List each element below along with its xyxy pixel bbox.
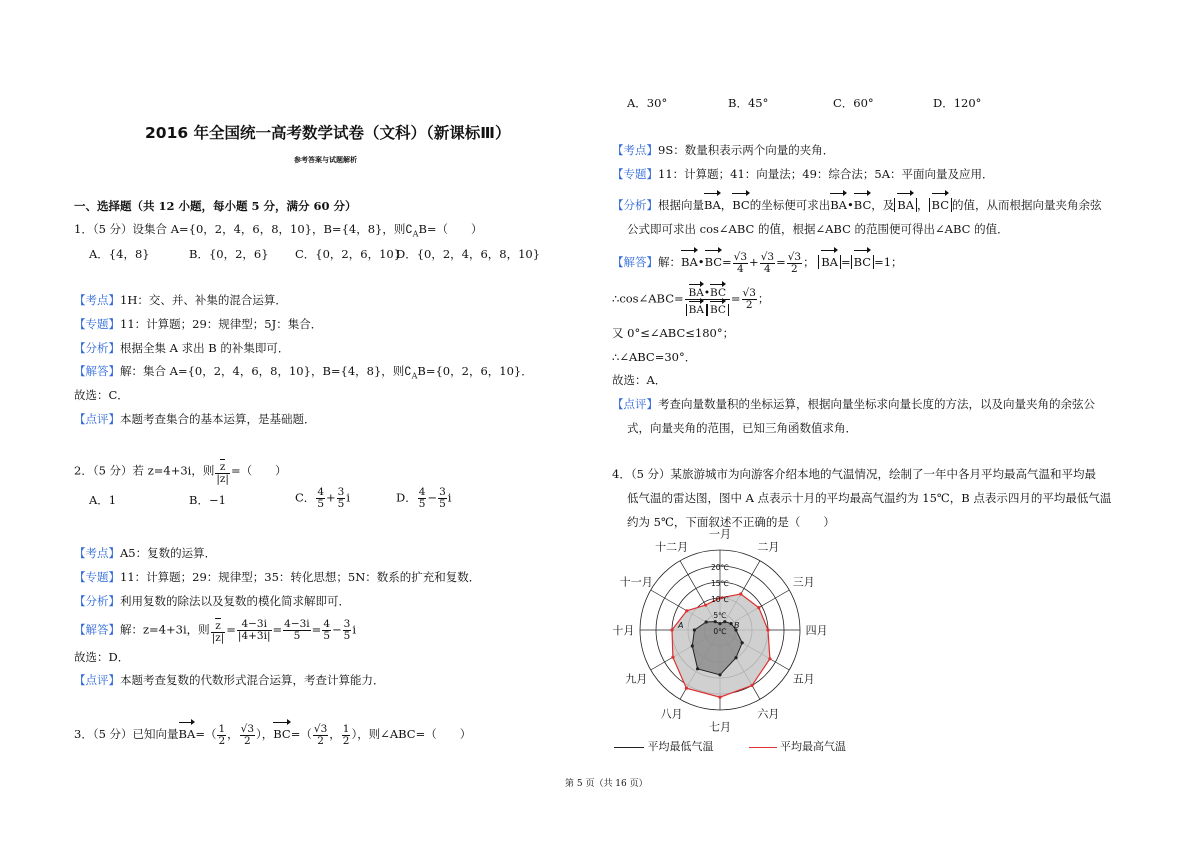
ring-label: 5℃ [713, 611, 727, 620]
section-heading: 一、选择题（共 12 小题，每小题 5 分，满分 60 分） [74, 199, 357, 213]
month-label: 八月 [660, 707, 683, 721]
series-high-point [766, 628, 769, 631]
q3-stem: 3．（5 分）已知向量BA=（ $\frac{1}{2}$ ， $\frac{√3}{2}$ ），BC=（ $\frac{√3}{2}$ ， $\frac{1}{2}$ ），则∠ABC=（ ） [74, 722, 472, 747]
month-label: 四月 [805, 624, 828, 637]
q1-fenxi: 【分析】根据全集 A 求出 B 的补集即可． [74, 341, 290, 355]
month-label: 十一月 [619, 575, 653, 589]
month-label: 七月 [709, 720, 731, 734]
point-a-label: A [678, 621, 684, 630]
series-high-point [671, 656, 674, 659]
month-label: 六月 [757, 707, 780, 721]
q1-option-d: D．{0，2，4，6，8，10} [396, 247, 541, 261]
q2-jieda: 【解答】解：z=4+3i，则 $\frac{z}{|z|}$ = $\frac{4-3i}{|4+3i|}$ = $\frac{4-3i}{5}$ = $\frac{4}{5}$ − $\frac{3}{5}$ i [74, 618, 357, 644]
legend-high-label: 平均最高气温 [780, 740, 846, 753]
q2-option-b: B．−1 [189, 493, 226, 507]
legend-low-label: 平均最低气温 [647, 740, 714, 753]
q1-jieda: 【解答】解：集合 A={0，2，4，6，8，10}，B={4，8}，则$∁_AB=\{0$，2，6，10}． [74, 364, 533, 381]
ring-label: 0℃ [713, 627, 727, 636]
q1-dianping: 【点评】本题考查集合的基本运算，是基础题． [74, 412, 316, 426]
q2-option-c: C． $\frac{4}{5}$ + $\frac{3}{5}$ i [295, 486, 351, 510]
page-footer: 第 5 页（共 16 页） [565, 779, 648, 789]
q2-stem-fraction: $\frac{z}{|z|}$ [215, 458, 230, 485]
month-label: 三月 [792, 575, 815, 589]
series-high-point [685, 609, 688, 612]
q2-option-d: D． $\frac{4}{5}$ − $\frac{3}{5}$ i [396, 486, 452, 510]
q1-guxuan: 故选：C． [74, 388, 129, 402]
month-label: 二月 [757, 540, 780, 554]
month-label: 九月 [625, 672, 648, 686]
q3-result: ∴∠ABC=30°． [612, 350, 697, 364]
series-high-point [685, 687, 688, 690]
month-label: 十月 [612, 624, 635, 637]
q3-jieda: 【解答】解：BA•BC= $\frac{√3}{4}$ + $\frac{√3}{4}$ = $\frac{√3}{2}$ ； BA = BC =1； [612, 250, 903, 275]
q3-kaodian: 【考点】9S：数量积表示两个向量的夹角． [612, 143, 835, 157]
legend-high-line [749, 747, 777, 748]
series-high-point [739, 592, 742, 595]
series-low-point [729, 622, 732, 625]
page-title: 2016 年全国统一高考数学试卷（文科）（新课标Ⅲ） [145, 124, 511, 142]
q2-zhuanti: 【专题】11：计算题；29：规律型；35：转化思想；5N：数系的扩充和复数． [74, 570, 481, 584]
series-low-point [723, 620, 726, 623]
chart-legend [614, 738, 846, 754]
ring-label: 20℃ [711, 563, 729, 572]
q1-option-c: C．{0，2，6，10} [295, 247, 402, 261]
series-low-point [696, 667, 699, 670]
ring-label: 15℃ [711, 579, 729, 588]
q3-range: 又 0°≤∠ABC≤180°； [612, 326, 735, 340]
q2-stem: 2．（5 分）若 z=4+3i，则 $\frac{z}{|z|}$ =（ ） [74, 458, 287, 485]
month-label: 五月 [792, 672, 815, 686]
legend-low-line [614, 747, 644, 748]
series-high-point [704, 603, 707, 606]
series-low-point [718, 673, 721, 676]
q3-option-d: D．120° [933, 96, 982, 110]
point-b-label: B [734, 621, 740, 630]
q1-stem: 1．（5 分）设集合 A={0，2，4，6，8，10}，B={4，8}，则$∁_AB=$（ ） [74, 222, 483, 239]
series-low-point [734, 656, 737, 659]
q3-option-a: A．30° [627, 96, 668, 110]
q4-stem-line2: 低气温的雷达图，图中 A 点表示十月的平均最高气温约为 15℃，B 点表示四月的平均最低气温 [627, 491, 1112, 505]
q1-zhuanti: 【专题】11：计算题；29：规律型；5J：集合． [74, 317, 323, 331]
series-high-point [670, 628, 673, 631]
q3-option-c: C．60° [833, 96, 874, 110]
q1-kaodian: 【考点】1H：交、并、补集的混合运算． [74, 293, 287, 307]
ring-label: 10℃ [711, 595, 729, 604]
q2-kaodian: 【考点】A5：复数的运算． [74, 546, 217, 560]
q2-option-a: A．1 [89, 493, 117, 507]
month-label: 一月 [709, 527, 731, 541]
q2-fenxi: 【分析】利用复数的除法以及复数的模化简求解即可． [74, 594, 350, 608]
month-label: 十二月 [655, 540, 689, 554]
q1-option-a: A．{4，8} [89, 247, 150, 261]
series-high-point [768, 657, 771, 660]
q3-dianping-line2: 式，向量夹角的范围，已知三角函数值求角． [627, 421, 857, 435]
q3-guxuan: 故选：A． [612, 373, 667, 387]
radar-chart [604, 527, 836, 756]
q1-option-b: B．{0，2，6} [189, 247, 269, 261]
series-high-point [718, 696, 721, 699]
series-high-point [757, 606, 760, 609]
page-subtitle: 参考答案与试题解析 [294, 155, 357, 164]
q4-stem-line3: 约为 5℃，下面叙述不正确的是（ ） [627, 515, 835, 529]
series-low-point [714, 620, 717, 623]
series-high-point [750, 684, 753, 687]
q4-stem-line1: 4．（5 分）某旅游城市为向游客介绍本地的气温情况，绘制了一年中各月平均最高气温和平均最 [612, 467, 1097, 481]
series-low-point [691, 644, 694, 647]
q3-zhuanti: 【专题】11：计算题；41：向量法；49：综合法；5A：平面向量及应用． [612, 167, 994, 181]
q3-cos: ∴cos∠ABC= $\frac{BA•BC}{\text{BA BC}}$ = $\frac{√3}{2}$ ； [612, 283, 769, 316]
series-low-point [705, 620, 708, 623]
series-low-point [741, 641, 744, 644]
series-low-point [693, 628, 696, 631]
series-low-point [718, 622, 721, 625]
q2-guxuan: 故选：D． [74, 650, 130, 664]
q3-dianping: 【点评】考查向量数量积的坐标运算，根据向量坐标求向量长度的方法，以及向量夹角的余弦公 [612, 397, 1095, 411]
q3-fenxi-line2: 公式即可求出 cos∠ABC 的值，根据∠ABC 的范围便可得出∠ABC 的值． [627, 222, 1009, 236]
q3-fenxi: 【分析】根据向量BA，BC的坐标便可求出BA•BC，及 BA ， BC 的值，从而根据向量夹角余弦 [612, 192, 1102, 213]
q3-option-b: B．45° [728, 96, 769, 110]
q2-dianping: 【点评】本题考查复数的代数形式混合运算，考查计算能力． [74, 673, 385, 687]
